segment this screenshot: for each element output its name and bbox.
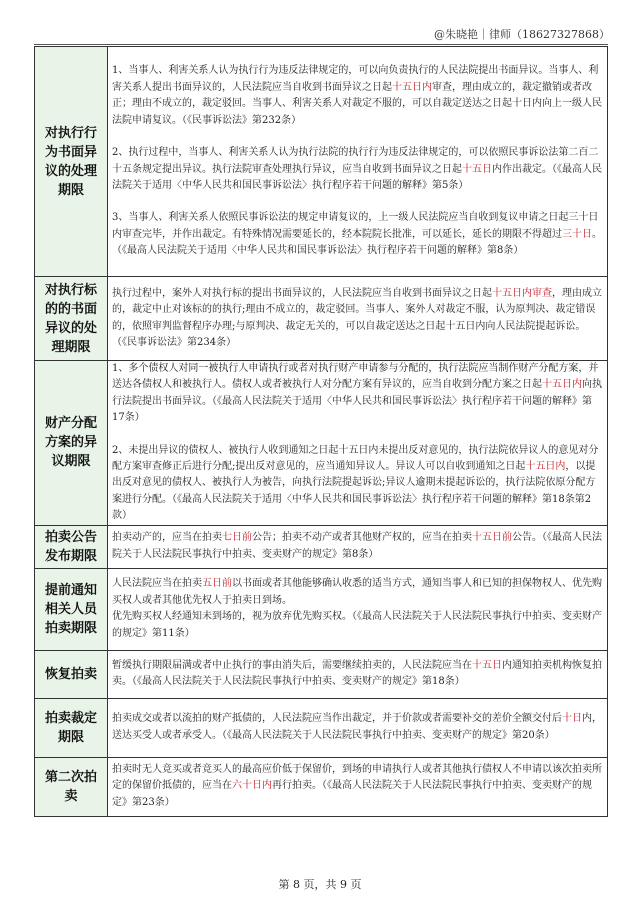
law-paragraph: 暂缓执行期限届满或者中止执行的事由消失后，需要继续拍卖的，人民法院应当在十五日内通知拍卖机构恢复拍卖。（《最高人民法院关于人民法院民事执行中拍卖、变卖财产的规定》第18条） (112, 659, 602, 688)
content-cell (108, 361, 608, 526)
page-header: @朱晓艳｜律师（18627327868） (434, 28, 610, 41)
category-cell: 财产分配方案的异议期限 (35, 361, 108, 526)
deadline-highlight: 十五日内 (542, 379, 582, 391)
law-paragraph: 执行过程中，案外人对执行标的提出书面异议的，人民法院应当自收到书面异议之日起十五日内审查，理由成立的，裁定中止对该标的的执行;理由不成立的，裁定驳回。当事人、案外人对裁定不服，认为原判决、裁定错误的，依照审判监督程序办理;与原判决、裁定无关的，可以自裁定送达之日起十五日内向人民法院提起诉讼。（《民事诉讼法》第234条） (112, 287, 602, 348)
deadline-highlight: 十五日 (462, 163, 492, 175)
content-cell (108, 47, 608, 277)
deadline-highlight: 六十日内 (232, 780, 272, 792)
law-table (34, 46, 608, 817)
table-row (35, 698, 608, 757)
law-paragraph: 2、执行过程中，当事人、利害关系人认为执行法院的执行行为违反法律规定的，可以依照民事诉讼法第二百二十五条规定提出异议。执行法院审查处理执行异议，应当自收到书面异议之日起十五日内作出裁定。（《最高人民法院关于适用〈中华人民共和国民事诉讼法〉执行程序若干问题的解释》第5条） (112, 147, 602, 191)
category-cell: 第二次拍卖 (35, 757, 108, 816)
deadline-highlight: 十五日内审查 (492, 287, 552, 299)
content-cell (108, 277, 608, 361)
law-paragraph: 优先购买权人经通知未到场的，视为放弃优先购买权。（《最高人民法院关于人民法院民事执行中拍卖、变卖财产的规定》第11条） (112, 611, 602, 639)
category-cell: 拍卖裁定期限 (35, 698, 108, 757)
law-paragraph: 拍卖时无人竞买或者竞买人的最高应价低于保留价，到场的申请执行人或者其他执行债权人不申请以该次拍卖所定的保留价抵债的，应当在六十日内再行拍卖。（《最高人民法院关于人民法院民事执行中拍卖、变卖财产的规定》第23条） (112, 764, 602, 808)
table-row (35, 757, 608, 816)
category-cell: 提前通知相关人员拍卖期限 (35, 568, 108, 650)
content-cell (108, 650, 608, 698)
category-cell: 恢复拍卖 (35, 650, 108, 698)
deadline-highlight: 十五日内 (525, 461, 566, 473)
content-cell (108, 698, 608, 757)
table-row (35, 361, 608, 526)
deadline-highlight: 十五日 (472, 659, 502, 671)
content-cell (108, 525, 608, 568)
deadline-highlight: 五日前 (202, 578, 232, 590)
category-cell: 对执行标的的书面异议的处理期限 (35, 277, 108, 361)
law-paragraph: 拍卖成交或者以流拍的财产抵债的，人民法院应当作出裁定，并于价款或者需要补交的差价全额交付后十日内，送达买受人或者承受人。（《最高人民法院关于人民法院民事执行中拍卖、变卖财产的规定》第20条） (112, 713, 602, 741)
table-row (35, 568, 608, 650)
table-row (35, 277, 608, 361)
category-cell: 对执行行为书面异议的处理期限 (35, 47, 108, 277)
content-cell (108, 757, 608, 816)
deadline-highlight: 十五日前 (472, 532, 512, 544)
table-row (35, 525, 608, 568)
table-row (35, 47, 608, 277)
deadline-highlight: 七日前 (222, 532, 252, 544)
category-cell: 拍卖公告发布期限 (35, 525, 108, 568)
law-paragraph: 人民法院应当在拍卖五日前以书面或者其他能够确认收悉的适当方式，通知当事人和已知的担保物权人、优先购买权人或者其他优先权人于拍卖日到场。 (112, 578, 602, 606)
header-divider (34, 44, 608, 45)
deadline-highlight: 三十日 (562, 228, 592, 240)
law-paragraph: 1、当事人、利害关系人认为执行行为违反法律规定的，可以向负责执行的人民法院提出书面异议。当事人、利害关系人提出书面异议的，人民法院应当自收到书面异议之日起十五日内审查，理由成立的，裁定撤销或者改正；理由不成立的，裁定驳回。当事人、利害关系人对裁定不服的，可以自裁定送达之日起十日内向上一级人民法院申请复议。（《民事诉讼法》第232条） (112, 65, 602, 126)
deadline-highlight: 十日 (562, 713, 582, 725)
law-paragraph: 拍卖动产的，应当在拍卖七日前公告；拍卖不动产或者其他财产权的，应当在拍卖十五日前公告。（《最高人民法院关于人民法院民事执行中拍卖、变卖财产的规定》第8条） (112, 532, 602, 560)
page-footer: 第 8 页，共 9 页 (278, 878, 362, 891)
law-paragraph: 2、未提出异议的债权人、被执行人收到通知之日起十五日内未提出反对意见的，执行法院依异议人的意见对分配方案审查修正后进行分配;提出反对意见的，应当通知异议人。异议人可以自收到通知之日起十五日内，以提出反对意见的债权人、被执行人为被告，向执行法院提起诉讼;异议人逾期未提起诉讼的，执行法院依原分配方案进行分配。（《最高人民法院关于适用〈中华人民共和国民事诉讼法〉执行程序若干问题的解释》第18条第2款） (112, 444, 599, 522)
content-cell (108, 568, 608, 650)
law-paragraph: 3、当事人、利害关系人依照民事诉讼法的规定申请复议的，上一级人民法院应当自收到复议申请之日起三十日内审查完毕，并作出裁定。有特殊情况需要延长的，经本院院长批准，可以延长，延长的期限不得超过三十日。（《最高人民法院关于适用〈中华人民共和国民事诉讼法〉执行程序若干问题的解释》第8条） (112, 212, 602, 257)
deadline-highlight: 十五日内 (392, 81, 432, 93)
table-row (35, 650, 608, 698)
law-paragraph: 1、多个债权人对同一被执行人申请执行或者对执行财产申请参与分配的，执行法院应当制作财产分配方案，并送达各债权人和被执行人。债权人或者被执行人对分配方案有异议的，应当自收到分配方案之日起十五日内向执行法院提出书面异议。（《最高人民法院关于适用〈中华人民共和国民事诉讼法〉执行程序若干问题的解释》第17条） (112, 363, 602, 424)
